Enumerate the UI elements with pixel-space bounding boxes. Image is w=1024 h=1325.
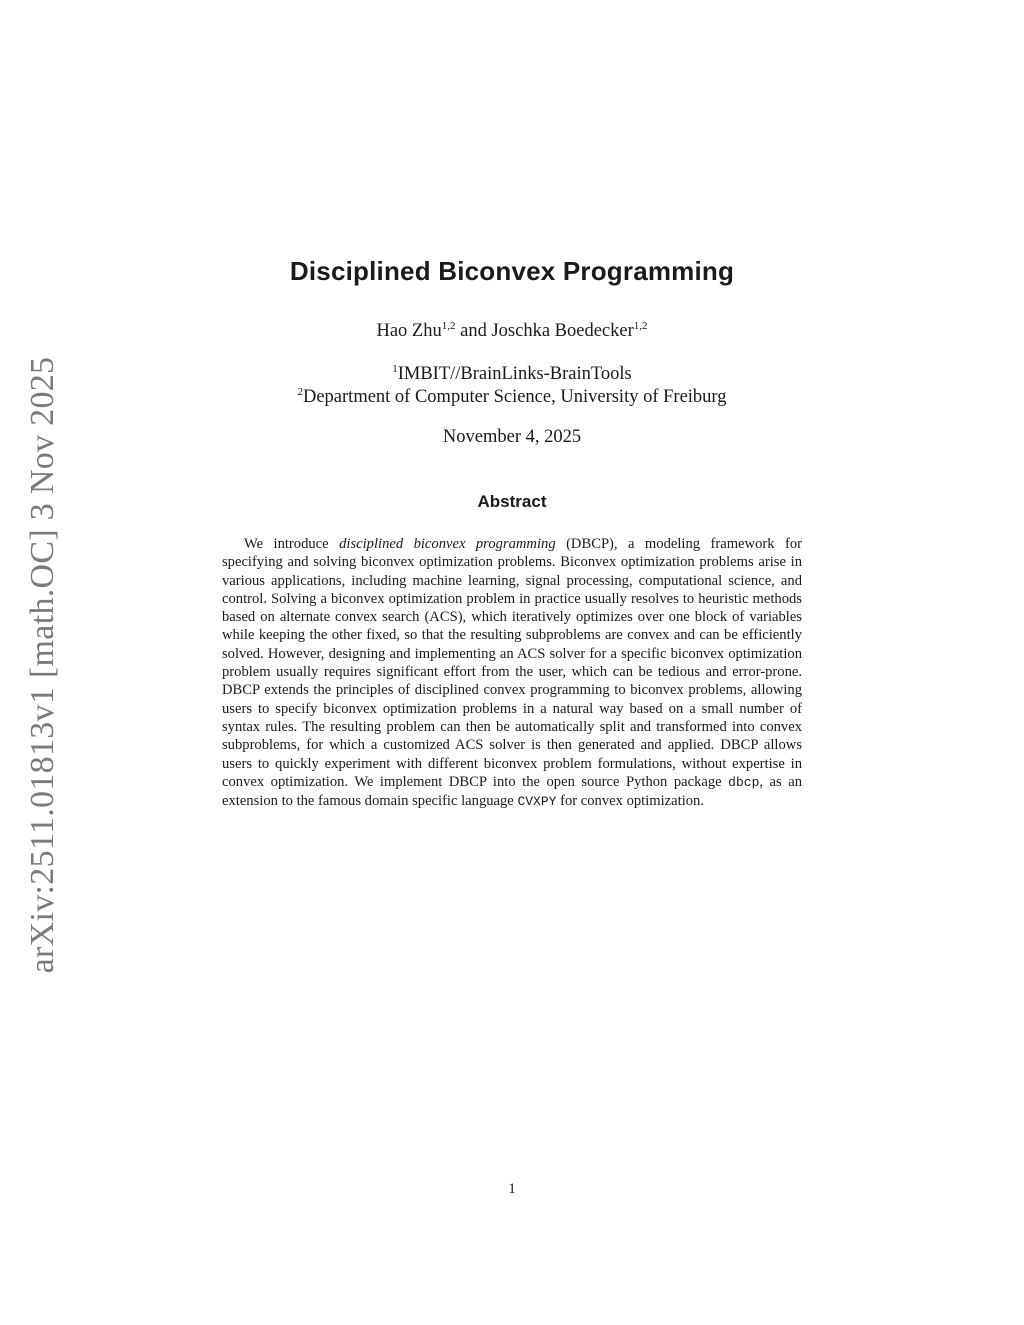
affiliation-text: Department of Computer Science, University of Freiburg [302,387,727,407]
page-number: 1 [508,1181,516,1197]
paper-date: November 4, 2025 [442,427,582,447]
abstract-text: , as an extension to the famous domain specific language [222,773,802,810]
author-affiliation-mark: 1,2 [441,320,456,332]
affiliation-line [0,387,1024,408]
library-name-code: CVXPY [517,794,557,810]
abstract-text: (DBCP), a modeling framework for specifying and solving biconvex optimization problems. Biconvex optimization problems arise in various applications, including machine learning, signal processing, computational science, and control. Solving a biconvex optimization problem in practice usually resolves to heuristic methods based on alternate convex search (ACS), which iteratively optimizes over one block of variables while keeping the other fixed, so that the resulting subproblems are convex and can be efficiently solved. However, designing and implementing an ACS solver for a specific biconvex optimization problem usually requires significant effort from the user, which can be tedious and error-prone. DBCP extends the principles of disciplined convex programming to biconvex problems, allowing users to specify biconvex optimization problems in a natural way based on a small number of syntax rules. The resulting problem can then be automatically split and transformed into convex subproblems, for which a customized ACS solver is then generated and applied. DBCP allows users to quickly experiment with different biconvex problem formulations, without expertise in convex optimization. We implement DBCP into the open source Python package [222,536,802,790]
affiliation-mark: 1 [392,363,398,375]
arxiv-identifier-stamp: arXiv:2511.01813v1 [math.OC] 3 Nov 2025 [24,356,61,974]
abstract-body [222,535,802,811]
author-affiliation-mark: 1,2 [633,320,648,332]
affiliation-line [0,364,1024,385]
affiliation-mark: 2 [297,386,303,398]
abstract-text: We introduce [244,536,340,552]
affiliation-text: IMBIT//BrainLinks-BrainTools [397,364,632,384]
author-name: Joschka Boedecker [491,321,634,341]
package-name-code: dbcp [728,774,760,790]
author-connector: and [455,321,492,341]
author-line [0,321,1024,342]
paper-title: Disciplined Biconvex Programming [289,256,735,286]
abstract-emphasis: disciplined biconvex programming [339,536,556,552]
abstract-text: for convex optimization. [556,793,704,810]
abstract-heading: Abstract [477,492,547,511]
author-name: Hao Zhu [376,321,442,341]
